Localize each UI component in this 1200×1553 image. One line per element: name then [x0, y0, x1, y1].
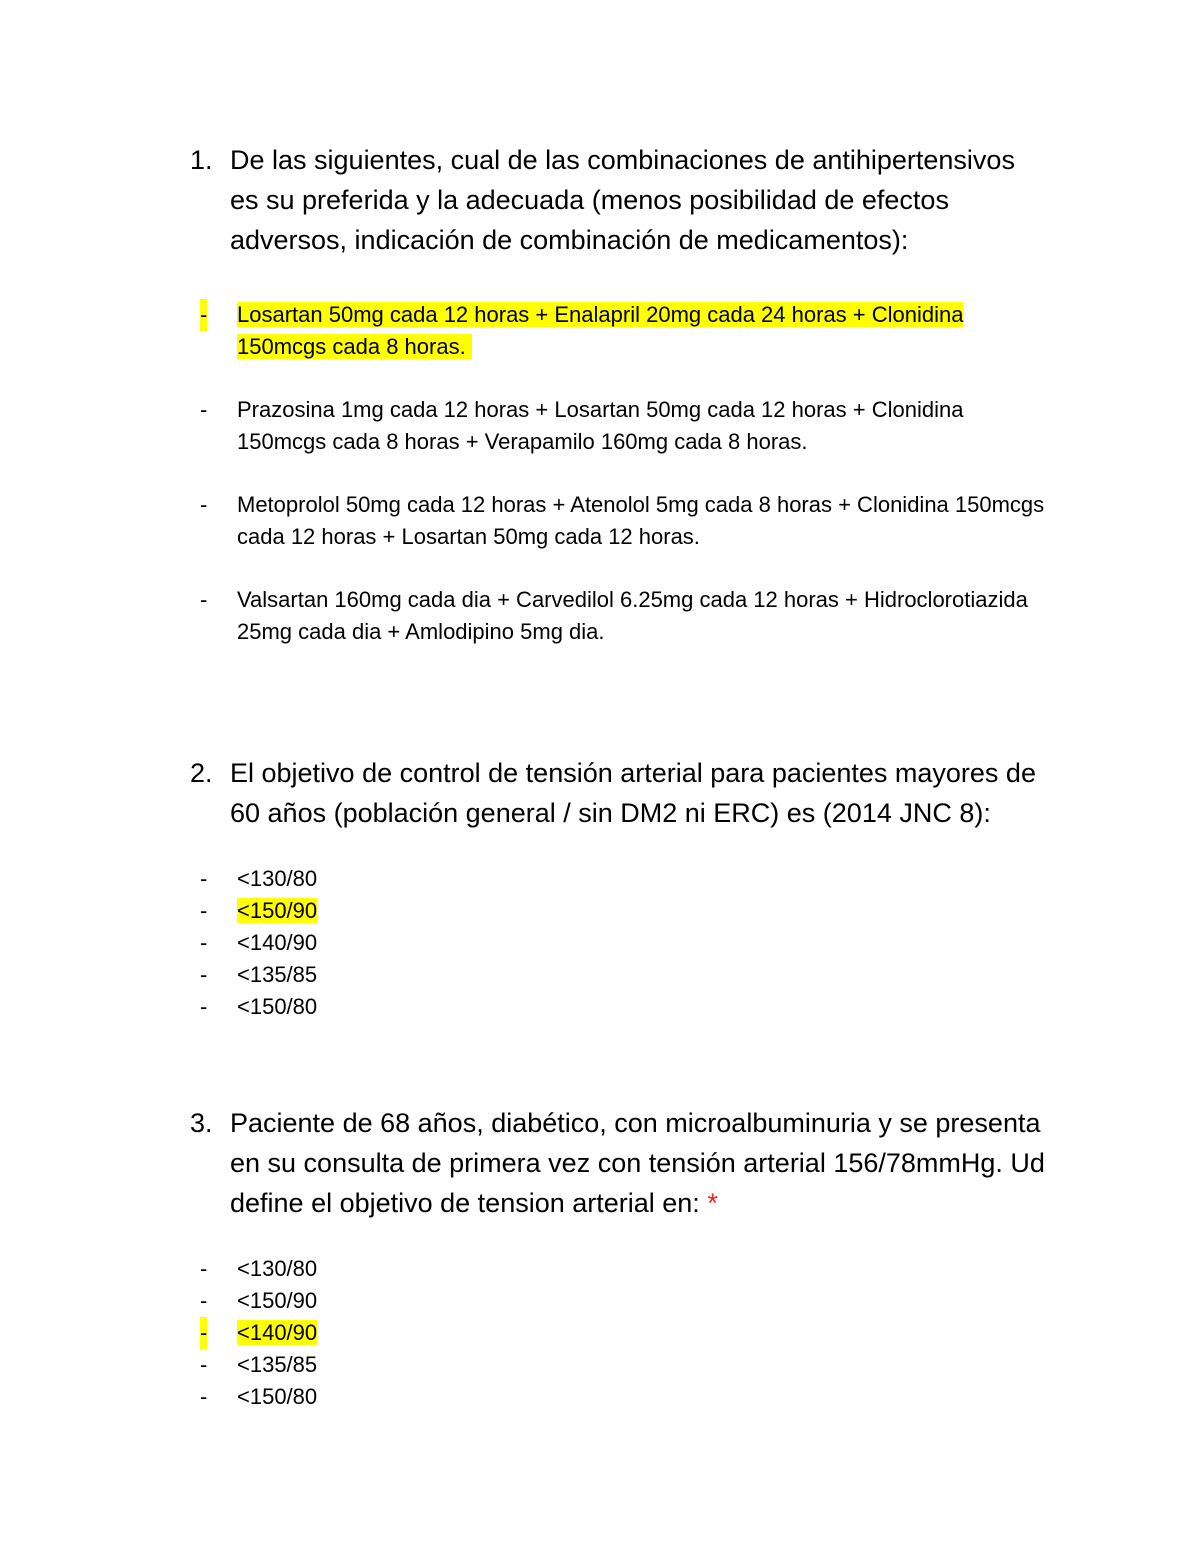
option-2-c — [190, 927, 1050, 959]
bullet-dash: - — [200, 962, 208, 987]
option-text: <140/90 — [237, 930, 318, 955]
question-3-text — [190, 1103, 1050, 1223]
question-prompt: De las siguientes, cual de las combinaciones de antihipertensivos es su preferida y la adecuada (menos posibilidad de efectos adversos, indicación de combinación de medicamentos): — [230, 145, 1015, 255]
option-text: Valsartan 160mg cada dia + Carvedilol 6.25mg cada 12 horas + Hidroclorotiazida 25mg cada dia + Amlodipino 5mg dia. — [237, 587, 1028, 644]
option-text: <150/90 — [237, 898, 318, 923]
option-text: <135/85 — [237, 962, 318, 987]
bullet-dash: - — [200, 397, 208, 422]
option-2-e — [190, 991, 1050, 1023]
question-3 — [190, 1103, 1050, 1413]
bullet-dash: - — [200, 930, 208, 955]
option-1-a — [190, 299, 1050, 363]
question-2-options — [190, 863, 1050, 1023]
question-2-text — [190, 753, 1050, 833]
option-2-d — [190, 959, 1050, 991]
option-text: Prazosina 1mg cada 12 horas + Losartan 50mg cada 12 horas + Clonidina 150mcgs cada 8 horas + Verapamilo 160mg cada 8 horas. — [237, 397, 964, 454]
option-text: Losartan 50mg cada 12 horas + Enalapril 20mg cada 24 horas + Clonidina 150mcgs cada 8 horas. — [237, 302, 964, 359]
option-1-b — [190, 394, 1050, 458]
option-1-d — [190, 584, 1050, 648]
option-text: Metoprolol 50mg cada 12 horas + Atenolol 5mg cada 8 horas + Clonidina 150mcgs cada 12 horas + Losartan 50mg cada 12 horas. — [237, 492, 1045, 549]
question-1-text — [190, 140, 1050, 260]
question-prompt: El objetivo de control de tensión arterial para pacientes mayores de 60 años (población general / sin DM2 ni ERC) es (2014 JNC 8): — [230, 758, 1036, 828]
bullet-dash: - — [200, 1352, 208, 1377]
bullet-dash: - — [200, 1384, 208, 1409]
question-number: 2. — [190, 758, 213, 788]
question-2 — [190, 753, 1050, 1023]
option-text: <150/80 — [237, 994, 318, 1019]
bullet-dash: - — [200, 994, 208, 1019]
question-number: 1. — [190, 145, 213, 175]
option-text: <130/80 — [237, 866, 318, 891]
question-1-options — [190, 299, 1050, 648]
option-3-c — [190, 1317, 1050, 1349]
option-text: <130/80 — [237, 1256, 318, 1281]
option-2-a — [190, 863, 1050, 895]
bullet-dash: - — [200, 1288, 208, 1313]
bullet-dash: - — [200, 866, 208, 891]
option-3-b — [190, 1285, 1050, 1317]
bullet-dash: - — [200, 587, 208, 612]
required-asterisk: * — [707, 1188, 718, 1218]
option-3-a — [190, 1253, 1050, 1285]
option-text: <140/90 — [237, 1320, 318, 1345]
option-3-d — [190, 1349, 1050, 1381]
bullet-dash: - — [200, 1256, 208, 1281]
option-3-e — [190, 1381, 1050, 1413]
bullet-dash: - — [200, 299, 207, 331]
option-text: <150/90 — [237, 1288, 318, 1313]
bullet-dash: - — [200, 898, 208, 923]
bullet-dash: - — [200, 492, 208, 517]
option-text: <150/80 — [237, 1384, 318, 1409]
bullet-dash: - — [200, 1317, 207, 1349]
question-1 — [190, 140, 1050, 648]
question-3-options — [190, 1253, 1050, 1413]
question-number: 3. — [190, 1108, 213, 1138]
option-text: <135/85 — [237, 1352, 318, 1377]
option-2-b — [190, 895, 1050, 927]
option-1-c — [190, 489, 1050, 553]
question-prompt: Paciente de 68 años, diabético, con microalbuminuria y se presenta en su consulta de primera vez con tensión arterial 156/78mmHg. Ud define el objetivo de tension arterial en: — [230, 1108, 1045, 1218]
